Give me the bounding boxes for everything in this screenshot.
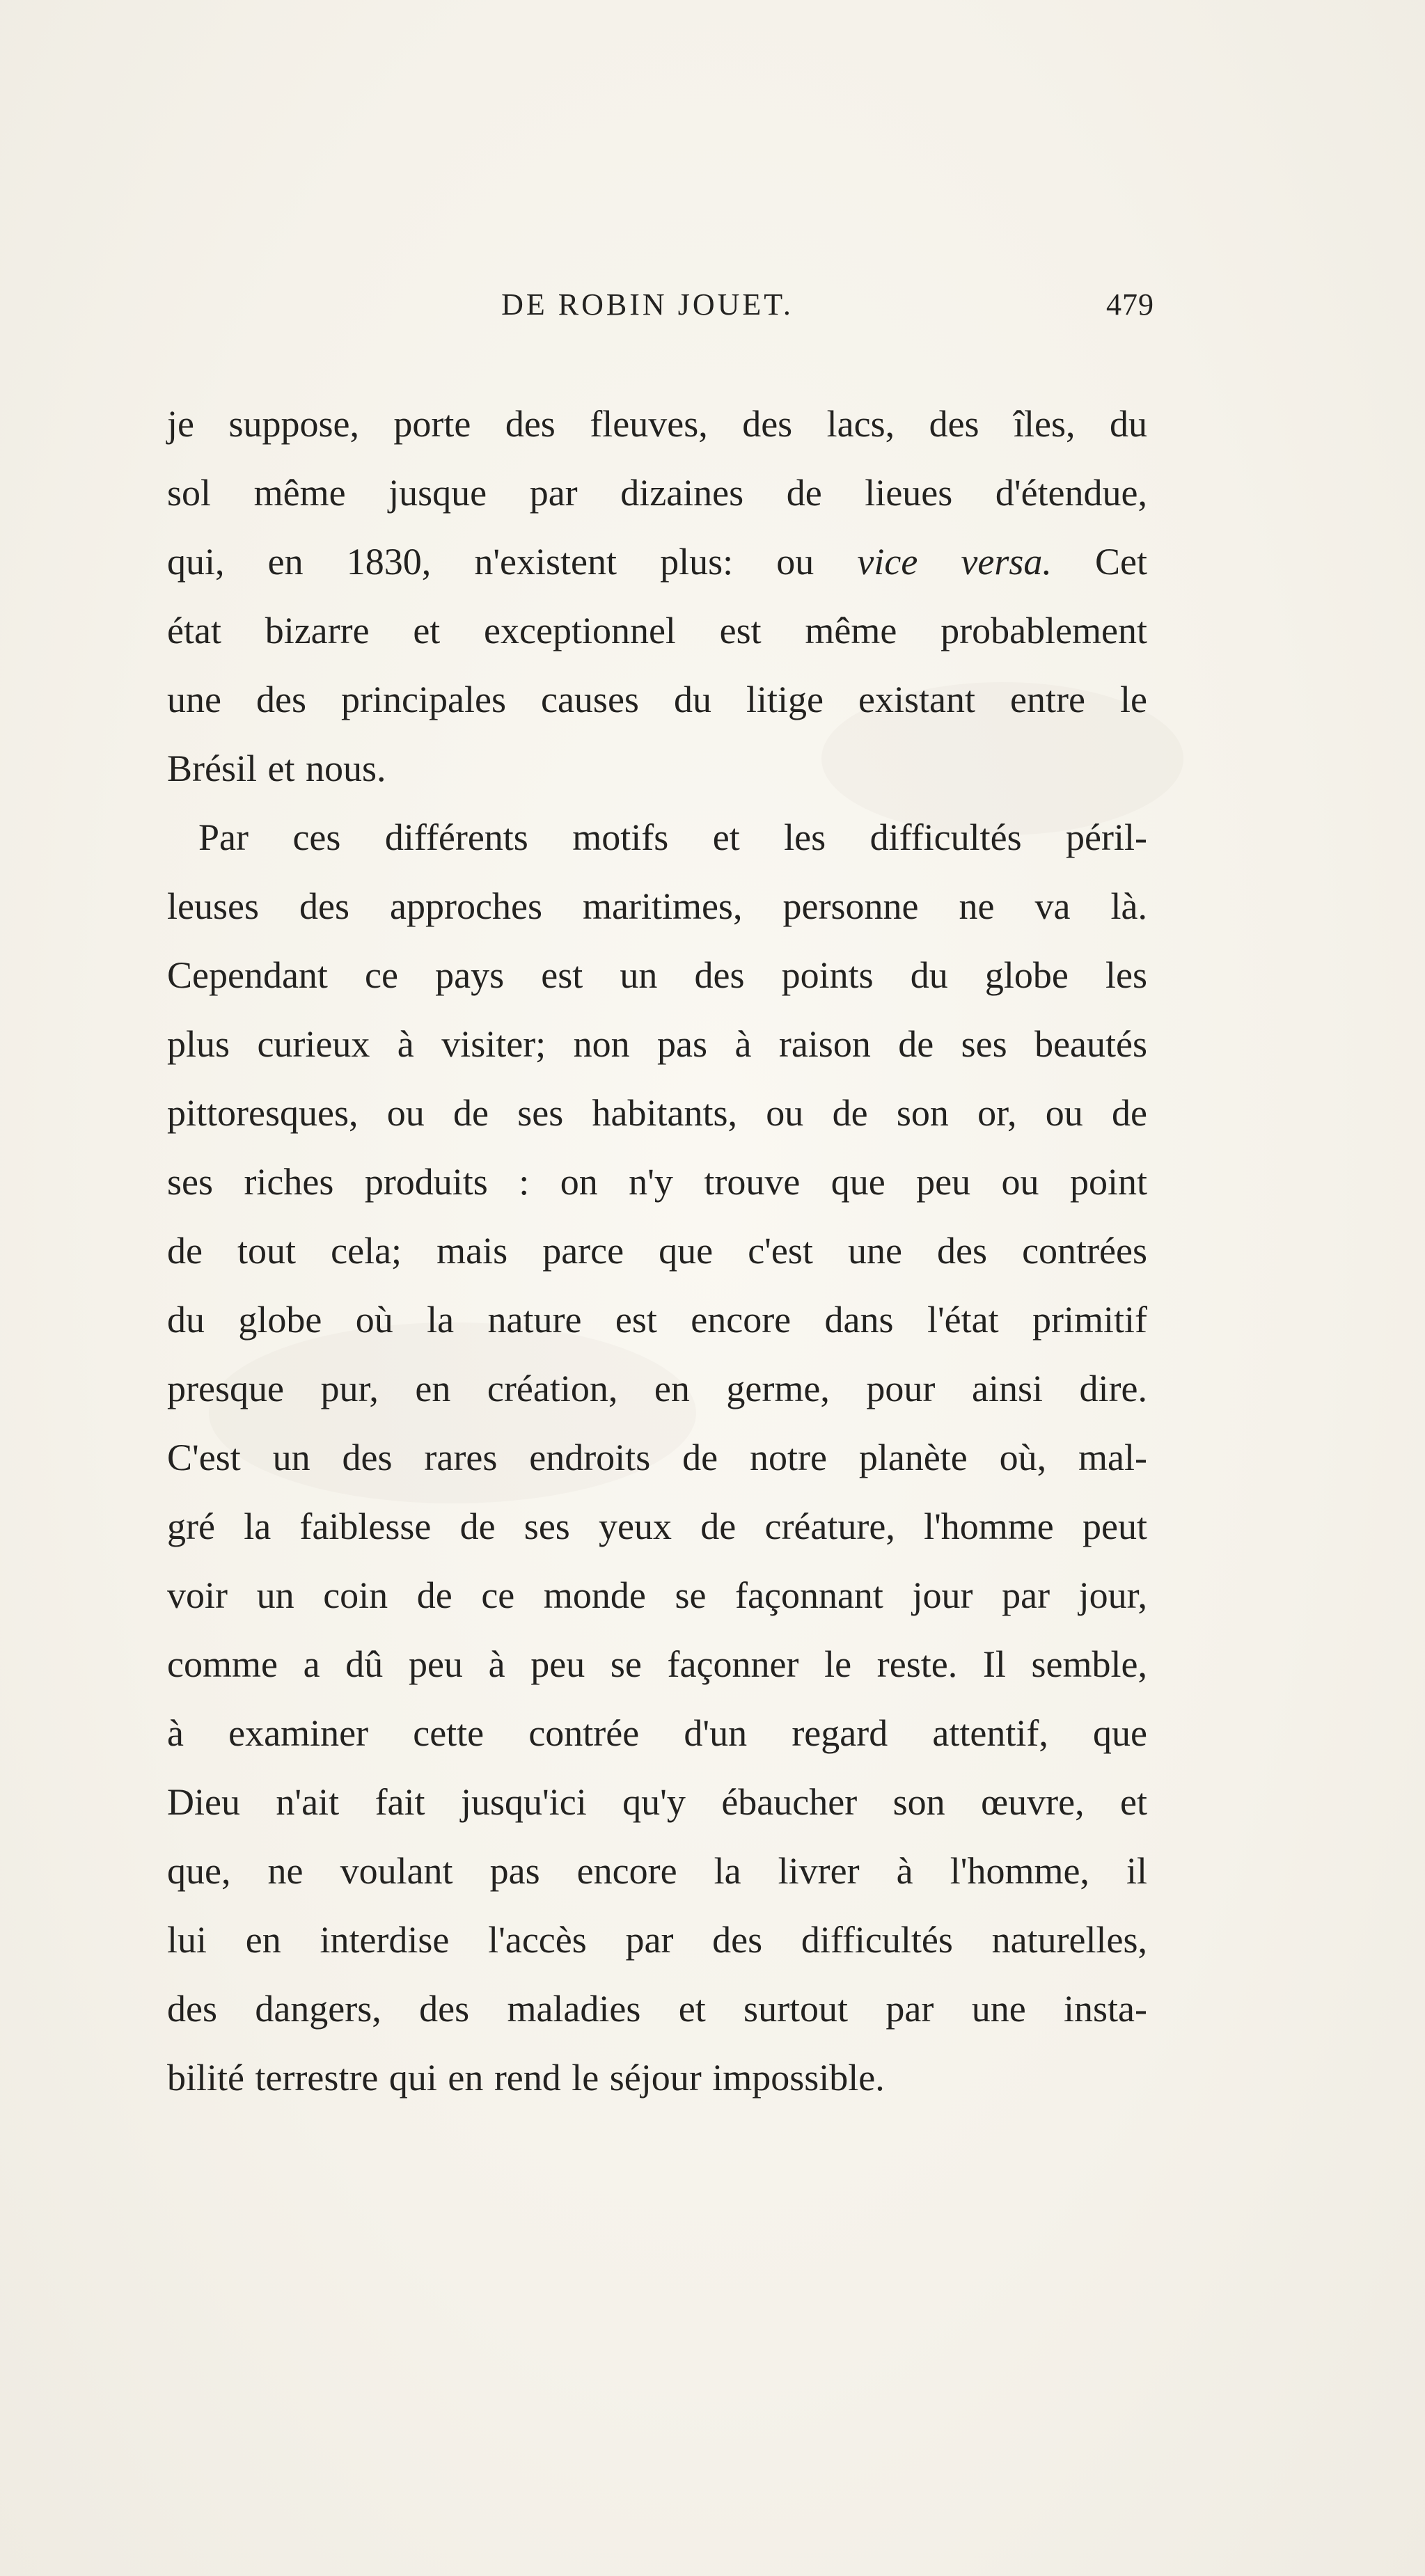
text-line: Brésil et nous. [167, 748, 386, 789]
running-head [146, 284, 1154, 326]
text-line: comme a dû peu à peu se façonner le reste. Il semble, [167, 1643, 1147, 1685]
text-line: Par ces différents motifs et les difficultés péril- [198, 816, 1147, 858]
text-line: bilité terrestre qui en rend le séjour impossible. [167, 2057, 885, 2099]
text-line [167, 528, 1147, 596]
text-line: voir un coin de ce monde se façonnant jour par jour, [167, 1574, 1147, 1616]
text-line: presque pur, en création, en germe, pour ainsi dire. [167, 1368, 1147, 1409]
text-line: je suppose, porte des fleuves, des lacs, des îles, du [167, 403, 1147, 445]
text-line: état bizarre et exceptionnel est même probablement [167, 610, 1147, 651]
text-line: plus curieux à visiter; non pas à raison de ses beautés [167, 1023, 1147, 1065]
text-line: pittoresques, ou de ses habitants, ou de son or, ou de [167, 1092, 1147, 1134]
running-title: DE ROBIN JOUET. [501, 287, 794, 322]
text-segment: Cet [1051, 541, 1147, 583]
text-line: Dieu n'ait fait jusqu'ici qu'y ébaucher son œuvre, et [167, 1781, 1147, 1823]
text-line: du globe où la nature est encore dans l'état primitif [167, 1299, 1147, 1341]
text-line: à examiner cette contrée d'un regard attentif, que [167, 1712, 1147, 1754]
text-line: sol même jusque par dizaines de lieues d'étendue, [167, 472, 1147, 514]
body-text [167, 390, 1147, 2112]
text-line: des dangers, des maladies et surtout par une insta- [167, 1988, 1147, 2030]
text-line: ses riches produits : on n'y trouve que peu ou point [167, 1161, 1147, 1203]
text-line: C'est un des rares endroits de notre planète où, mal- [167, 1437, 1147, 1478]
text-line: une des principales causes du litige existant entre le [167, 679, 1147, 720]
text-line: gré la faiblesse de ses yeux de créature, l'homme peut [167, 1506, 1147, 1547]
text-line: leuses des approches maritimes, personne ne va là. [167, 885, 1147, 927]
text-segment: qui, en 1830, n'existent plus: ou [167, 541, 858, 583]
italic-phrase: vice versa. [857, 541, 1052, 583]
text-line: que, ne voulant pas encore la livrer à l'homme, il [167, 1850, 1147, 1892]
page-number: 479 [1106, 287, 1154, 322]
text-line: Cependant ce pays est un des points du globe les [167, 954, 1147, 996]
text-line: de tout cela; mais parce que c'est une des contrées [167, 1230, 1147, 1272]
text-line: lui en interdise l'accès par des difficultés naturelles, [167, 1919, 1147, 1961]
